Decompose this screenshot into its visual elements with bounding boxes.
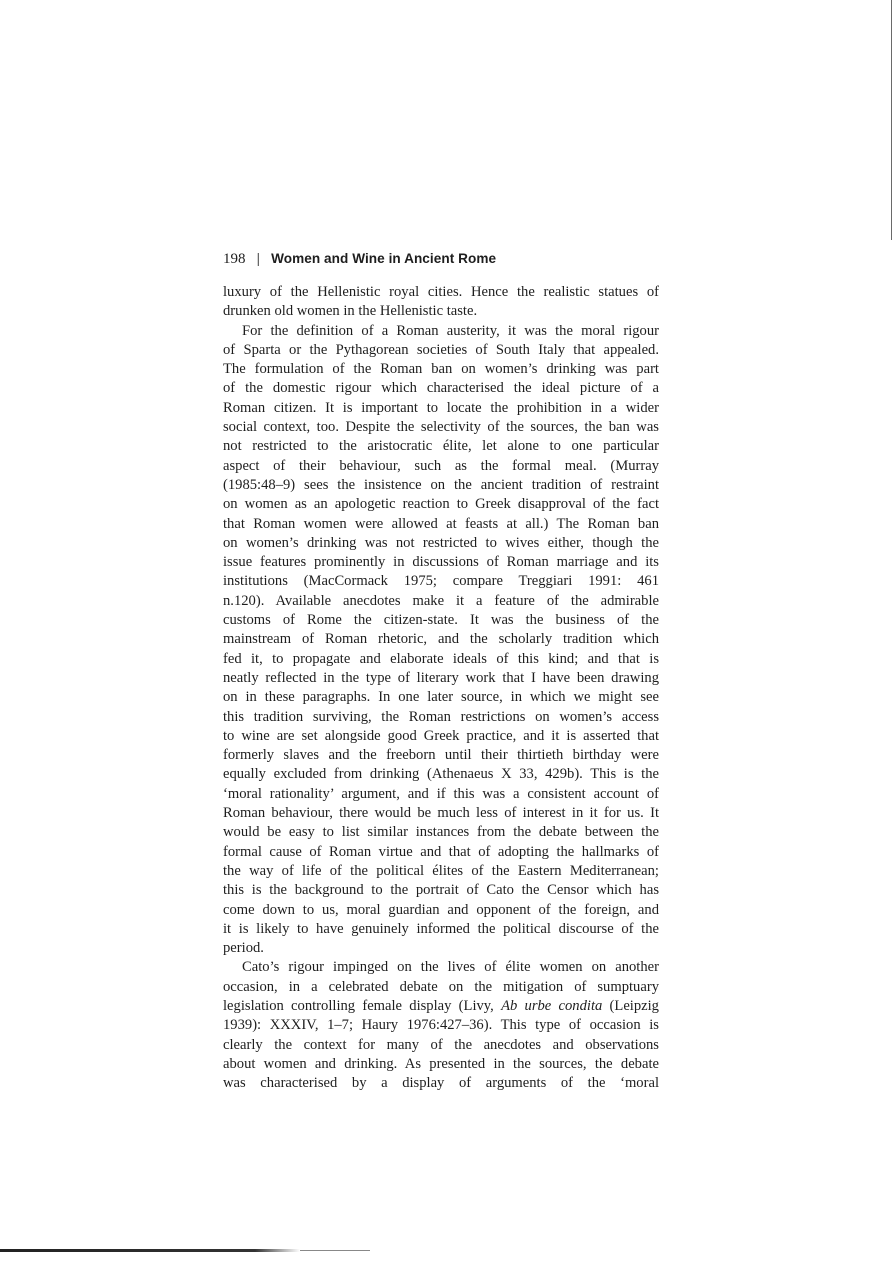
running-title: Women and Wine in Ancient Rome [271,251,497,266]
text-line [223,939,659,958]
header-separator: | [256,250,261,266]
text-line [223,1074,659,1093]
text-line-content: mainstream of Roman rhetoric, and the scholarly tradition which [223,631,659,648]
text-line-content: For the definition of a Roman austerity, it was the moral rigour [242,322,659,339]
text-line [223,379,659,398]
text-line [223,727,659,746]
text-line [223,322,659,341]
text-line [223,862,659,881]
text-line-content: drunken old women in the Hellenistic taste. [223,303,478,320]
running-header [223,250,496,270]
text-line [223,341,659,360]
text-line-content: (1985:48–9) sees the insistence on the ancient tradition of restraint [223,476,659,493]
text-line [223,283,659,302]
page-edge-shadow-bottom-faint [300,1250,370,1251]
text-line [223,978,659,997]
text-line [223,920,659,939]
text-line-content: customs of Rome the citizen-state. It was the business of the [223,612,659,629]
text-line [223,302,659,321]
text-line-content: The formulation of the Roman ban on women’s drinking was part [223,361,659,378]
text-line-content: on in these paragraphs. In one later source, in which we might see [223,689,659,706]
text-line-content: 1939): XXXIV, 1–7; Haury 1976:427–36). This type of occasion is [223,1017,659,1034]
text-line [223,804,659,823]
text-line [223,437,659,456]
text-line [223,1055,659,1074]
text-line [223,708,659,727]
text-line [223,553,659,572]
text-line-content: come down to us, moral guardian and opponent of the foreign, and [223,901,659,918]
text-line-content: social context, too. Despite the selectivity of the sources, the ban was [223,419,659,436]
text-line-content: occasion, in a celebrated debate on the mitigation of sumptuary [223,978,659,995]
text-line-content: the way of life of the political élites of the Eastern Mediterranean; [223,862,659,879]
page-edge-shadow-right [891,0,892,240]
text-line [223,688,659,707]
text-line [223,1036,659,1055]
text-line [223,399,659,418]
text-line-content: of the domestic rigour which characterised the ideal picture of a [223,380,659,397]
page-number: 198 [223,251,246,267]
text-line [223,823,659,842]
text-line-content: formal cause of Roman virtue and that of adopting the hallmarks of [223,843,659,860]
text-line [223,958,659,977]
text-line-content: clearly the context for many of the anecdotes and observations [223,1036,659,1053]
text-line-content: period. [223,940,264,957]
text-line-content: luxury of the Hellenistic royal cities. Hence the realistic statues of [223,284,659,300]
text-line-content: neatly reflected in the type of literary work that I have been drawing [223,669,659,686]
text-line [223,669,659,688]
page-edge-shadow-bottom [0,1249,300,1252]
text-line [223,650,659,669]
text-line-content: equally excluded from drinking (Athenaeus X 33, 429b). This is the [223,766,659,783]
text-line-content: this tradition surviving, the Roman restrictions on women’s access [223,708,659,725]
body-text [223,283,659,1093]
text-line-content: not restricted to the aristocratic élite, let alone to one particular [223,438,659,455]
text-line-content: issue features prominently in discussions of Roman marriage and its [223,554,659,571]
text-line-content-after: (Leipzig [602,997,659,1014]
text-line [223,515,659,534]
text-line-content: about women and drinking. As presented in the sources, the debate [223,1055,659,1072]
text-line [223,843,659,862]
text-line-content: of Sparta or the Pythagorean societies of South Italy that appealed. [223,341,659,358]
text-line [223,611,659,630]
text-line-content: Roman citizen. It is important to locate the prohibition in a wider [223,399,659,416]
text-line [223,881,659,900]
text-line [223,572,659,591]
text-line-content: Roman behaviour, there would be much less of interest in it for us. It [223,805,659,822]
text-line [223,746,659,765]
text-line-content: this is the background to the portrait of Cato the Censor which has [223,882,659,899]
text-line [223,1016,659,1035]
text-line [223,785,659,804]
italic-title: Ab urbe condita [501,997,603,1014]
text-line-content: legislation controlling female display (Livy, [223,997,502,1014]
text-line-content: was characterised by a display of arguments of the ‘moral [223,1075,659,1092]
text-line [223,495,659,514]
text-line-content: Cato’s rigour impinged on the lives of élite women on another [242,959,659,976]
text-line [223,476,659,495]
text-line [223,418,659,437]
text-line-content: ‘moral rationality’ argument, and if this was a consistent account of [223,785,659,802]
text-line [223,534,659,553]
text-line-content: institutions (MacCormack 1975; compare Treggiari 1991: 461 [223,573,659,590]
text-line [223,360,659,379]
text-line-content: that Roman women were allowed at feasts at all.) The Roman ban [223,515,659,532]
text-line-content: would be easy to list similar instances from the debate between the [223,824,659,841]
text-line-content: it is likely to have genuinely informed the political discourse of the [223,920,659,937]
text-line-content: to wine are set alongside good Greek practice, and it is asserted that [223,727,659,744]
text-line-content: on women’s drinking was not restricted to wives either, though the [223,534,659,551]
text-line [223,457,659,476]
text-line-content: on women as an apologetic reaction to Greek disapproval of the fact [223,496,659,513]
text-line [223,592,659,611]
text-line-content: formerly slaves and the freeborn until their thirtieth birthday were [223,747,659,764]
text-line [223,997,659,1016]
text-line-content: aspect of their behaviour, such as the formal meal. (Murray [223,457,659,474]
text-line [223,765,659,784]
text-line-content: fed it, to propagate and elaborate ideals of this kind; and that is [223,650,659,667]
text-line-content: n.120). Available anecdotes make it a feature of the admirable [223,592,659,609]
text-line [223,901,659,920]
text-line [223,630,659,649]
